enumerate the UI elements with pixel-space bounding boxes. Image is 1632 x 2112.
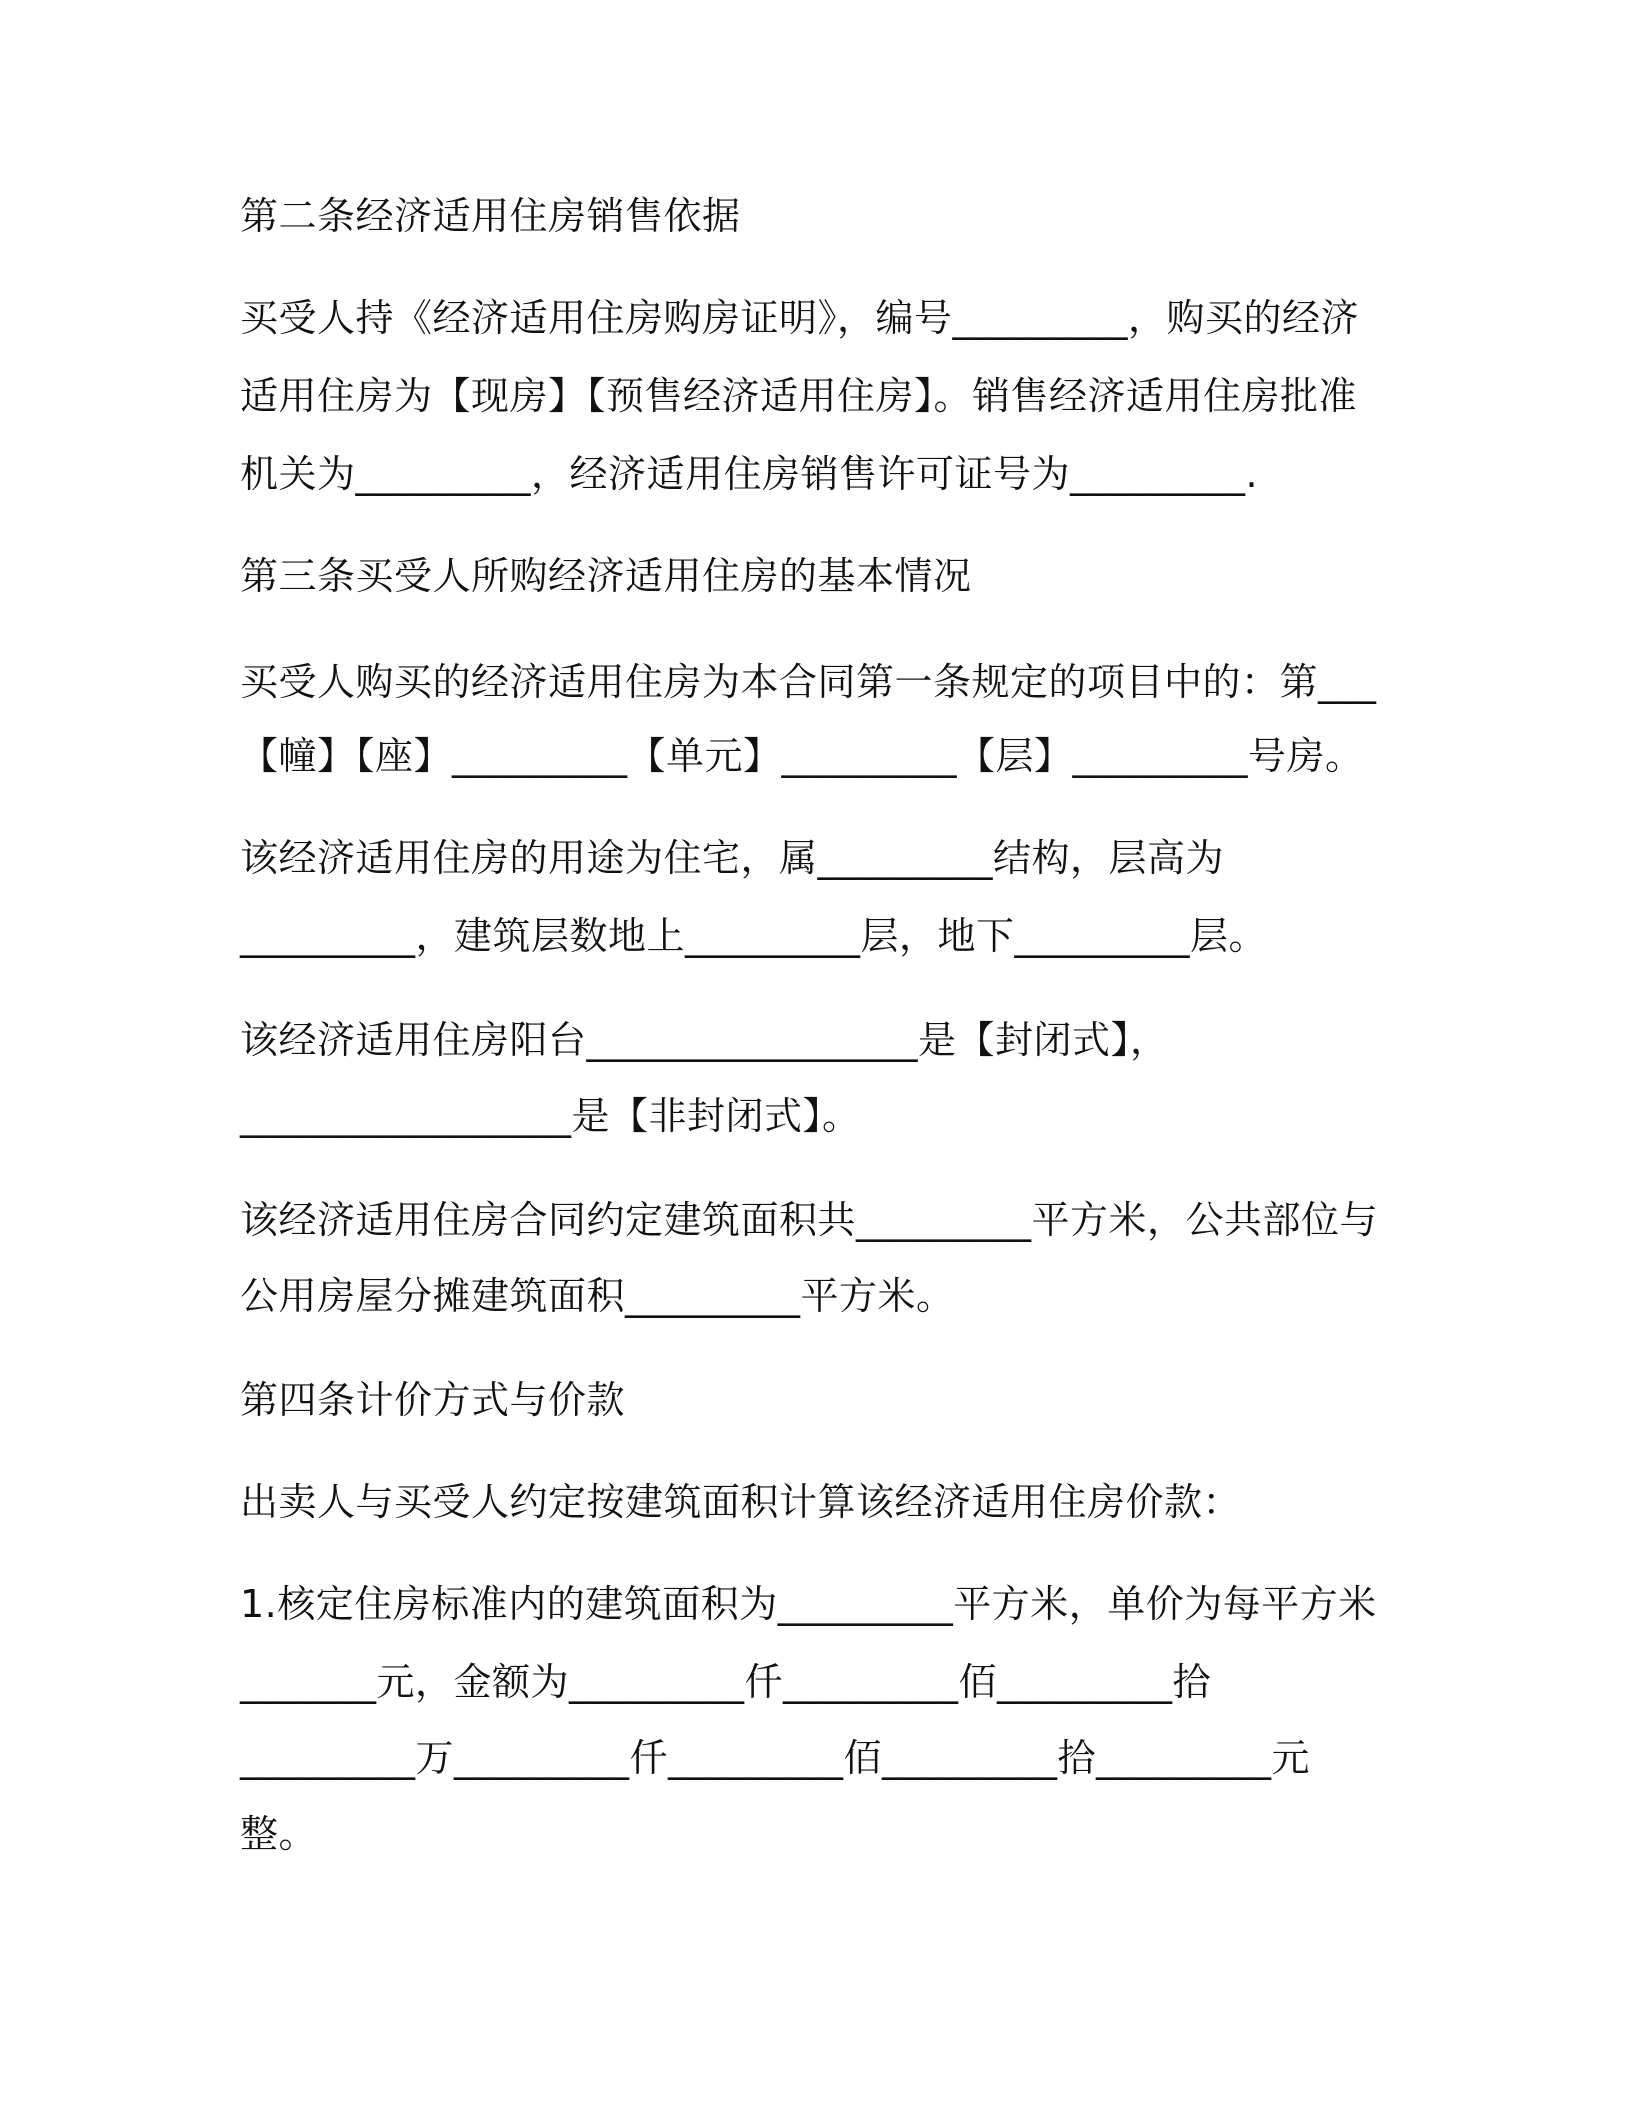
article-3-area-line-1: 该经济适用住房合同约定建筑面积共_________平方米，公共部位与 [240, 1198, 1379, 1242]
article-3-usage-line-1: 该经济适用住房的用途为住宅，属_________结构，层高为 [240, 836, 1225, 880]
article-4-intro: 出卖人与买受人约定按建筑面积计算该经济适用住房价款： [240, 1480, 1242, 1524]
article-3-area-line-2: 公用房屋分摊建筑面积_________平方米。 [240, 1274, 955, 1318]
article-2-text-line-3: 机关为_________，经济适用住房销售许可证号为_________. [240, 452, 1259, 496]
article-3-text-line-2: 【幢】【座】_________【单元】_________【层】_________号房。 [240, 734, 1364, 778]
article-4-item-1-line-1: 1.核定住房标准内的建筑面积为_________平方米，单价为每平方米 [240, 1582, 1377, 1626]
article-2-heading: 第二条经济适用住房销售依据 [240, 194, 741, 238]
article-3-usage-line-2: _________，建筑层数地上_________层，地下_________层。 [240, 914, 1268, 958]
article-3-balcony-line-2: _________________是【非封闭式】。 [240, 1094, 861, 1138]
article-2-text-line-1: 买受人持《经济适用住房购房证明》，编号_________，购买的经济 [240, 296, 1360, 340]
article-4-item-1-line-4: 整。 [240, 1812, 318, 1856]
article-2-text-line-2: 适用住房为【现房】【预售经济适用住房】。销售经济适用住房批准 [240, 374, 1358, 418]
article-4-item-1-line-3: _________万_________仟_________佰_________拾_________元 [240, 1736, 1311, 1780]
article-4-item-1-line-2: _______元，金额为_________仟_________佰_________拾 [240, 1660, 1212, 1704]
article-3-balcony-line-1: 该经济适用住房阳台_________________是【封闭式】， [240, 1018, 1169, 1062]
article-3-heading: 第三条买受人所购经济适用住房的基本情况 [240, 554, 972, 598]
article-4-heading: 第四条计价方式与价款 [240, 1378, 626, 1422]
article-3-text-line-1: 买受人购买的经济适用住房为本合同第一条规定的项目中的：第___ [240, 660, 1377, 704]
